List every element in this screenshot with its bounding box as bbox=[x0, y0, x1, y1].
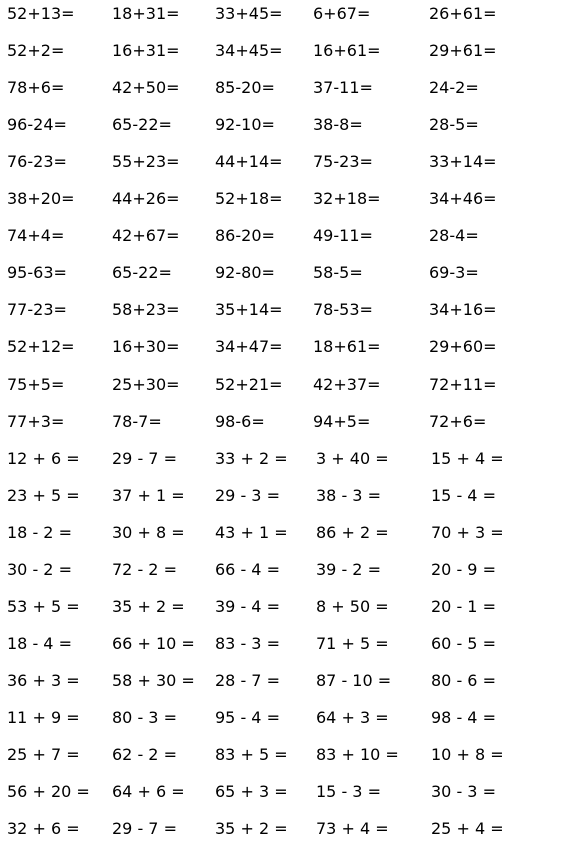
arithmetic-problem: 87 - 10 = bbox=[316, 670, 392, 690]
arithmetic-problem: 18+31= bbox=[112, 4, 180, 23]
arithmetic-problem: 28-4= bbox=[429, 226, 479, 246]
arithmetic-problem: 83 + 10 = bbox=[316, 745, 399, 764]
arithmetic-problem: 25+30= bbox=[112, 374, 180, 394]
arithmetic-problem: 42+50= bbox=[112, 78, 180, 98]
arithmetic-problem: 92-10= bbox=[215, 115, 275, 135]
arithmetic-problem: 85-20= bbox=[215, 78, 275, 98]
arithmetic-problem: 86 + 2 = bbox=[316, 522, 389, 542]
arithmetic-problem: 12 + 6 = bbox=[7, 448, 80, 468]
problem-row bbox=[0, 113, 566, 150]
arithmetic-problem: 95-63= bbox=[7, 263, 67, 283]
arithmetic-problem: 65-22= bbox=[112, 263, 172, 283]
arithmetic-problem: 30 - 3 = bbox=[431, 782, 496, 802]
arithmetic-problem: 28 - 7 = bbox=[215, 670, 280, 690]
arithmetic-problem: 35 + 2 = bbox=[215, 819, 288, 839]
arithmetic-problem: 95 - 4 = bbox=[215, 707, 280, 727]
arithmetic-problem: 76-23= bbox=[7, 152, 67, 172]
arithmetic-problem: 34+16= bbox=[429, 300, 497, 320]
arithmetic-problem: 25 + 7 = bbox=[7, 745, 80, 764]
problem-row bbox=[0, 558, 566, 595]
arithmetic-problem: 33+14= bbox=[429, 152, 497, 172]
arithmetic-problem: 62 - 2 = bbox=[112, 745, 177, 764]
arithmetic-problem: 35+14= bbox=[215, 300, 283, 320]
arithmetic-problem: 77-23= bbox=[7, 300, 67, 320]
problem-row bbox=[0, 780, 566, 817]
arithmetic-problem: 44+26= bbox=[112, 189, 180, 209]
arithmetic-problem: 52+18= bbox=[215, 189, 283, 209]
arithmetic-problem: 75+5= bbox=[7, 374, 65, 394]
problem-row bbox=[0, 335, 566, 372]
arithmetic-problem: 56 + 20 = bbox=[7, 782, 90, 802]
arithmetic-problem: 37 + 1 = bbox=[112, 485, 185, 505]
arithmetic-problem: 80 - 3 = bbox=[112, 707, 177, 727]
arithmetic-problem: 66 - 4 = bbox=[215, 559, 280, 579]
problem-row bbox=[0, 743, 566, 780]
arithmetic-problem: 30 - 2 = bbox=[7, 559, 72, 579]
arithmetic-problem: 98-6= bbox=[215, 411, 265, 431]
problem-row bbox=[0, 224, 566, 261]
arithmetic-problem: 6+67= bbox=[313, 4, 371, 23]
problem-row bbox=[0, 632, 566, 669]
arithmetic-problem: 94+5= bbox=[313, 411, 371, 431]
arithmetic-problem: 66 + 10 = bbox=[112, 633, 195, 653]
arithmetic-problem: 29+61= bbox=[429, 41, 497, 61]
arithmetic-problem: 16+30= bbox=[112, 337, 180, 357]
arithmetic-problem: 18 - 4 = bbox=[7, 633, 72, 653]
arithmetic-problem: 23 + 5 = bbox=[7, 485, 80, 505]
problem-row bbox=[0, 595, 566, 632]
arithmetic-problem: 15 + 4 = bbox=[431, 448, 504, 468]
arithmetic-problem: 34+46= bbox=[429, 189, 497, 209]
arithmetic-problem: 98 - 4 = bbox=[431, 707, 496, 727]
arithmetic-problem: 69-3= bbox=[429, 263, 479, 283]
arithmetic-problem: 33+45= bbox=[215, 4, 283, 23]
arithmetic-problem: 37-11= bbox=[313, 78, 373, 98]
arithmetic-problem: 43 + 1 = bbox=[215, 522, 288, 542]
problem-row bbox=[0, 298, 566, 335]
arithmetic-problem: 73 + 4 = bbox=[316, 819, 389, 839]
arithmetic-problem: 3 + 40 = bbox=[316, 448, 389, 468]
arithmetic-problem: 65 + 3 = bbox=[215, 782, 288, 802]
arithmetic-problem: 75-23= bbox=[313, 152, 373, 172]
problem-row bbox=[0, 373, 566, 410]
arithmetic-problem: 42+37= bbox=[313, 374, 381, 394]
arithmetic-problem: 16+31= bbox=[112, 41, 180, 61]
arithmetic-problem: 58-5= bbox=[313, 263, 363, 283]
arithmetic-problem: 29 - 7 = bbox=[112, 448, 177, 468]
arithmetic-problem: 72+6= bbox=[429, 411, 487, 431]
arithmetic-problem: 20 - 1 = bbox=[431, 596, 496, 616]
arithmetic-problem: 11 + 9 = bbox=[7, 707, 80, 727]
problem-row bbox=[0, 2, 566, 39]
problem-row bbox=[0, 706, 566, 743]
arithmetic-problem: 74+4= bbox=[7, 226, 65, 246]
arithmetic-problem: 44+14= bbox=[215, 152, 283, 172]
arithmetic-problem: 30 + 8 = bbox=[112, 522, 185, 542]
arithmetic-problem: 18+61= bbox=[313, 337, 381, 357]
problem-row bbox=[0, 39, 566, 76]
arithmetic-problem: 38-8= bbox=[313, 115, 363, 135]
arithmetic-problem: 80 - 6 = bbox=[431, 670, 496, 690]
arithmetic-problem: 15 - 3 = bbox=[316, 782, 381, 802]
problem-row bbox=[0, 150, 566, 187]
arithmetic-problem: 29 - 7 = bbox=[112, 819, 177, 839]
arithmetic-problem: 83 - 3 = bbox=[215, 633, 280, 653]
arithmetic-problem: 58+23= bbox=[112, 300, 180, 320]
arithmetic-problem: 18 - 2 = bbox=[7, 522, 72, 542]
arithmetic-problem: 58 + 30 = bbox=[112, 670, 195, 690]
arithmetic-problem: 35 + 2 = bbox=[112, 596, 185, 616]
arithmetic-problem: 38 - 3 = bbox=[316, 485, 381, 505]
arithmetic-problem: 60 - 5 = bbox=[431, 633, 496, 653]
arithmetic-problem: 16+61= bbox=[313, 41, 381, 61]
arithmetic-problem: 29 - 3 = bbox=[215, 485, 280, 505]
problem-row bbox=[0, 187, 566, 224]
arithmetic-problem: 34+45= bbox=[215, 41, 283, 61]
problem-row bbox=[0, 447, 566, 484]
arithmetic-problem: 78+6= bbox=[7, 78, 65, 98]
arithmetic-problem: 38+20= bbox=[7, 189, 75, 209]
arithmetic-problem: 29+60= bbox=[429, 337, 497, 357]
problem-row bbox=[0, 521, 566, 558]
arithmetic-problem: 39 - 2 = bbox=[316, 559, 381, 579]
arithmetic-problem: 32 + 6 = bbox=[7, 819, 80, 839]
arithmetic-problem: 39 - 4 = bbox=[215, 596, 280, 616]
arithmetic-problem: 65-22= bbox=[112, 115, 172, 135]
arithmetic-problem: 52+13= bbox=[7, 4, 75, 23]
arithmetic-problem: 8 + 50 = bbox=[316, 596, 389, 616]
arithmetic-problem: 72+11= bbox=[429, 374, 497, 394]
arithmetic-problem: 77+3= bbox=[7, 411, 65, 431]
problem-row bbox=[0, 410, 566, 447]
arithmetic-problem: 53 + 5 = bbox=[7, 596, 80, 616]
arithmetic-problem: 72 - 2 = bbox=[112, 559, 177, 579]
arithmetic-problem: 78-7= bbox=[112, 411, 162, 431]
arithmetic-problem: 10 + 8 = bbox=[431, 745, 504, 764]
arithmetic-problem: 92-80= bbox=[215, 263, 275, 283]
arithmetic-problem: 42+67= bbox=[112, 226, 180, 246]
problem-row bbox=[0, 484, 566, 521]
problem-row bbox=[0, 76, 566, 113]
arithmetic-problem: 86-20= bbox=[215, 226, 275, 246]
arithmetic-problem: 32+18= bbox=[313, 189, 381, 209]
arithmetic-problem: 96-24= bbox=[7, 115, 67, 135]
arithmetic-problem: 20 - 9 = bbox=[431, 559, 496, 579]
arithmetic-problem: 25 + 4 = bbox=[431, 819, 504, 839]
arithmetic-problem: 15 - 4 = bbox=[431, 485, 496, 505]
arithmetic-problem: 83 + 5 = bbox=[215, 745, 288, 764]
arithmetic-problem: 36 + 3 = bbox=[7, 670, 80, 690]
arithmetic-problem: 34+47= bbox=[215, 337, 283, 357]
arithmetic-problem: 52+12= bbox=[7, 337, 75, 357]
arithmetic-problem: 28-5= bbox=[429, 115, 479, 135]
arithmetic-problem: 70 + 3 = bbox=[431, 522, 504, 542]
arithmetic-problem: 78-53= bbox=[313, 300, 373, 320]
problem-row bbox=[0, 261, 566, 298]
arithmetic-problem: 55+23= bbox=[112, 152, 180, 172]
arithmetic-problem: 64 + 6 = bbox=[112, 782, 185, 802]
arithmetic-problem: 52+21= bbox=[215, 374, 283, 394]
arithmetic-problem: 49-11= bbox=[313, 226, 373, 246]
problem-row bbox=[0, 669, 566, 706]
arithmetic-problem: 33 + 2 = bbox=[215, 448, 288, 468]
arithmetic-problem: 24-2= bbox=[429, 78, 479, 98]
arithmetic-problem: 52+2= bbox=[7, 41, 65, 61]
arithmetic-problem: 71 + 5 = bbox=[316, 633, 389, 653]
arithmetic-problem: 64 + 3 = bbox=[316, 707, 389, 727]
arithmetic-problem: 26+61= bbox=[429, 4, 497, 23]
problem-row bbox=[0, 817, 566, 854]
